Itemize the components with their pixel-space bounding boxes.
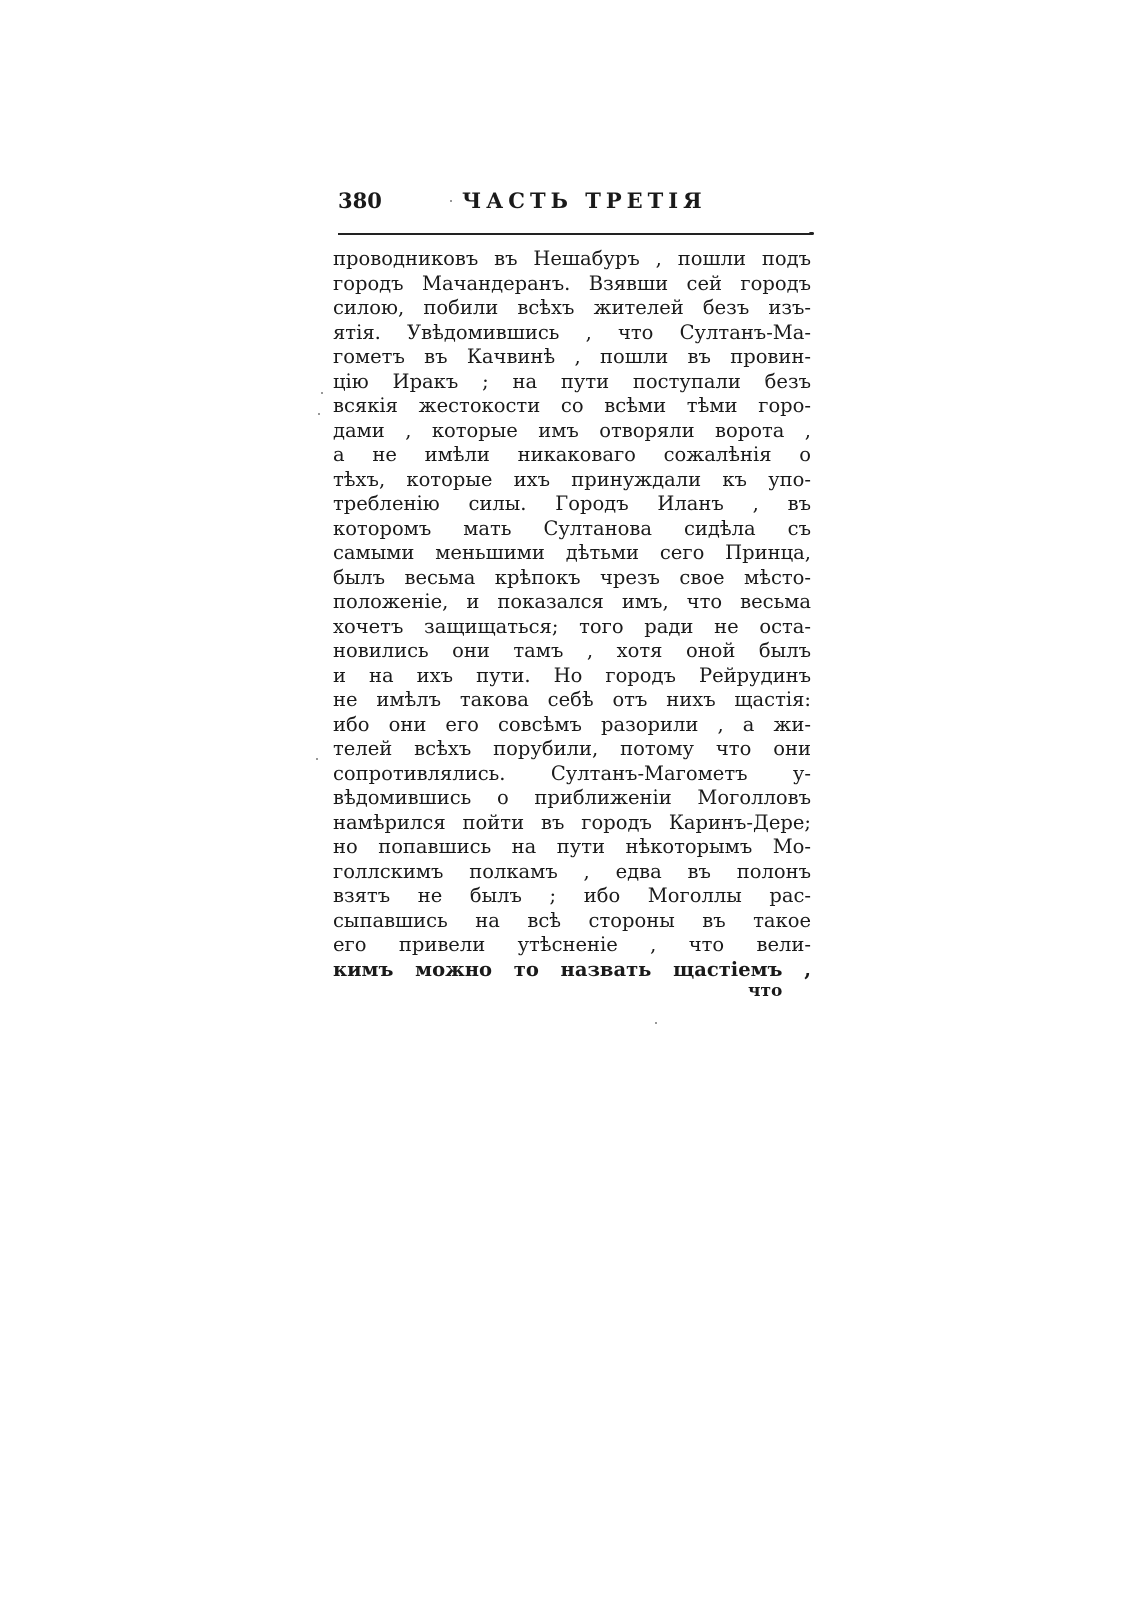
catchword: что bbox=[748, 981, 783, 1001]
text-line: ибо они его совсѣмъ разорили , а жи- bbox=[333, 712, 811, 736]
page-number: 380 bbox=[338, 188, 382, 213]
text-line: сыпавшись на всѣ стороны въ такое bbox=[333, 908, 811, 932]
scan-speck bbox=[655, 1022, 657, 1024]
body-text bbox=[333, 247, 811, 982]
text-line: городъ Мачандеранъ. Взявши сей городъ bbox=[333, 271, 811, 295]
running-head: ЧАСТЬ ТРЕТІЯ bbox=[462, 188, 707, 213]
text-line: ятія. Увѣдомившись , что Султанъ-Ма- bbox=[333, 320, 811, 344]
text-line: дами , которые имъ отворяли ворота , bbox=[333, 418, 811, 442]
header-rule bbox=[338, 233, 810, 235]
page-header bbox=[338, 188, 808, 224]
scan-speck bbox=[321, 392, 323, 394]
text-line: новились они тамъ , хотя оной былъ bbox=[333, 639, 811, 662]
text-line: положеніе, и показался имъ, что весьма bbox=[333, 590, 811, 613]
scan-speck bbox=[450, 200, 452, 202]
text-line: намѣрился пойти въ городъ Каринъ-Дере; bbox=[333, 810, 811, 834]
text-line: гометъ въ Качвинѣ , пошли въ провин- bbox=[333, 345, 811, 368]
text-line: сопротивлялись. Султанъ-Магометъ у- bbox=[333, 761, 811, 785]
text-line: его привели утѣсненіе , что вели- bbox=[333, 933, 811, 956]
text-line: взятъ не былъ ; ибо Моголлы рас- bbox=[333, 884, 811, 907]
text-line: проводниковъ въ Нешабуръ , пошли подъ bbox=[333, 247, 811, 270]
scan-speck bbox=[318, 413, 320, 415]
text-line: всякія жестокости со всѣми тѣми горо- bbox=[333, 394, 811, 417]
text-line: кимъ можно то назвать щастіемъ , bbox=[333, 957, 811, 981]
text-line: телей всѣхъ порубили, потому что они bbox=[333, 737, 811, 760]
scan-speck bbox=[316, 758, 318, 760]
text-line: и на ихъ пути. Но городъ Рейрудинъ bbox=[333, 663, 811, 687]
text-line: цію Иракъ ; на пути поступали безъ bbox=[333, 369, 811, 393]
text-line: самыми меньшими дѣтьми сего Принца, bbox=[333, 541, 811, 564]
text-line: которомъ мать Султанова сидѣла съ bbox=[333, 516, 811, 540]
text-line: силою, побили всѣхъ жителей безъ изъ- bbox=[333, 296, 811, 319]
text-line: но попавшись на пути нѣкоторымъ Мо- bbox=[333, 835, 811, 858]
text-line: хочетъ защищаться; того ради не оста- bbox=[333, 614, 811, 638]
text-line: тѣхъ, которые ихъ принуждали къ упо- bbox=[333, 467, 811, 491]
text-line: требленію силы. Городъ Иланъ , въ bbox=[333, 492, 811, 515]
text-line: а не имѣли никаковаго сожалѣнія о bbox=[333, 443, 811, 466]
text-line: вѣдомившись о приближеніи Моголловъ bbox=[333, 786, 811, 809]
text-line: былъ весьма крѣпокъ чрезъ свое мѣсто- bbox=[333, 565, 811, 589]
text-line: не имѣлъ такова себѣ отъ нихъ щастія: bbox=[333, 688, 811, 711]
text-line: голлскимъ полкамъ , едва въ полонъ bbox=[333, 859, 811, 883]
